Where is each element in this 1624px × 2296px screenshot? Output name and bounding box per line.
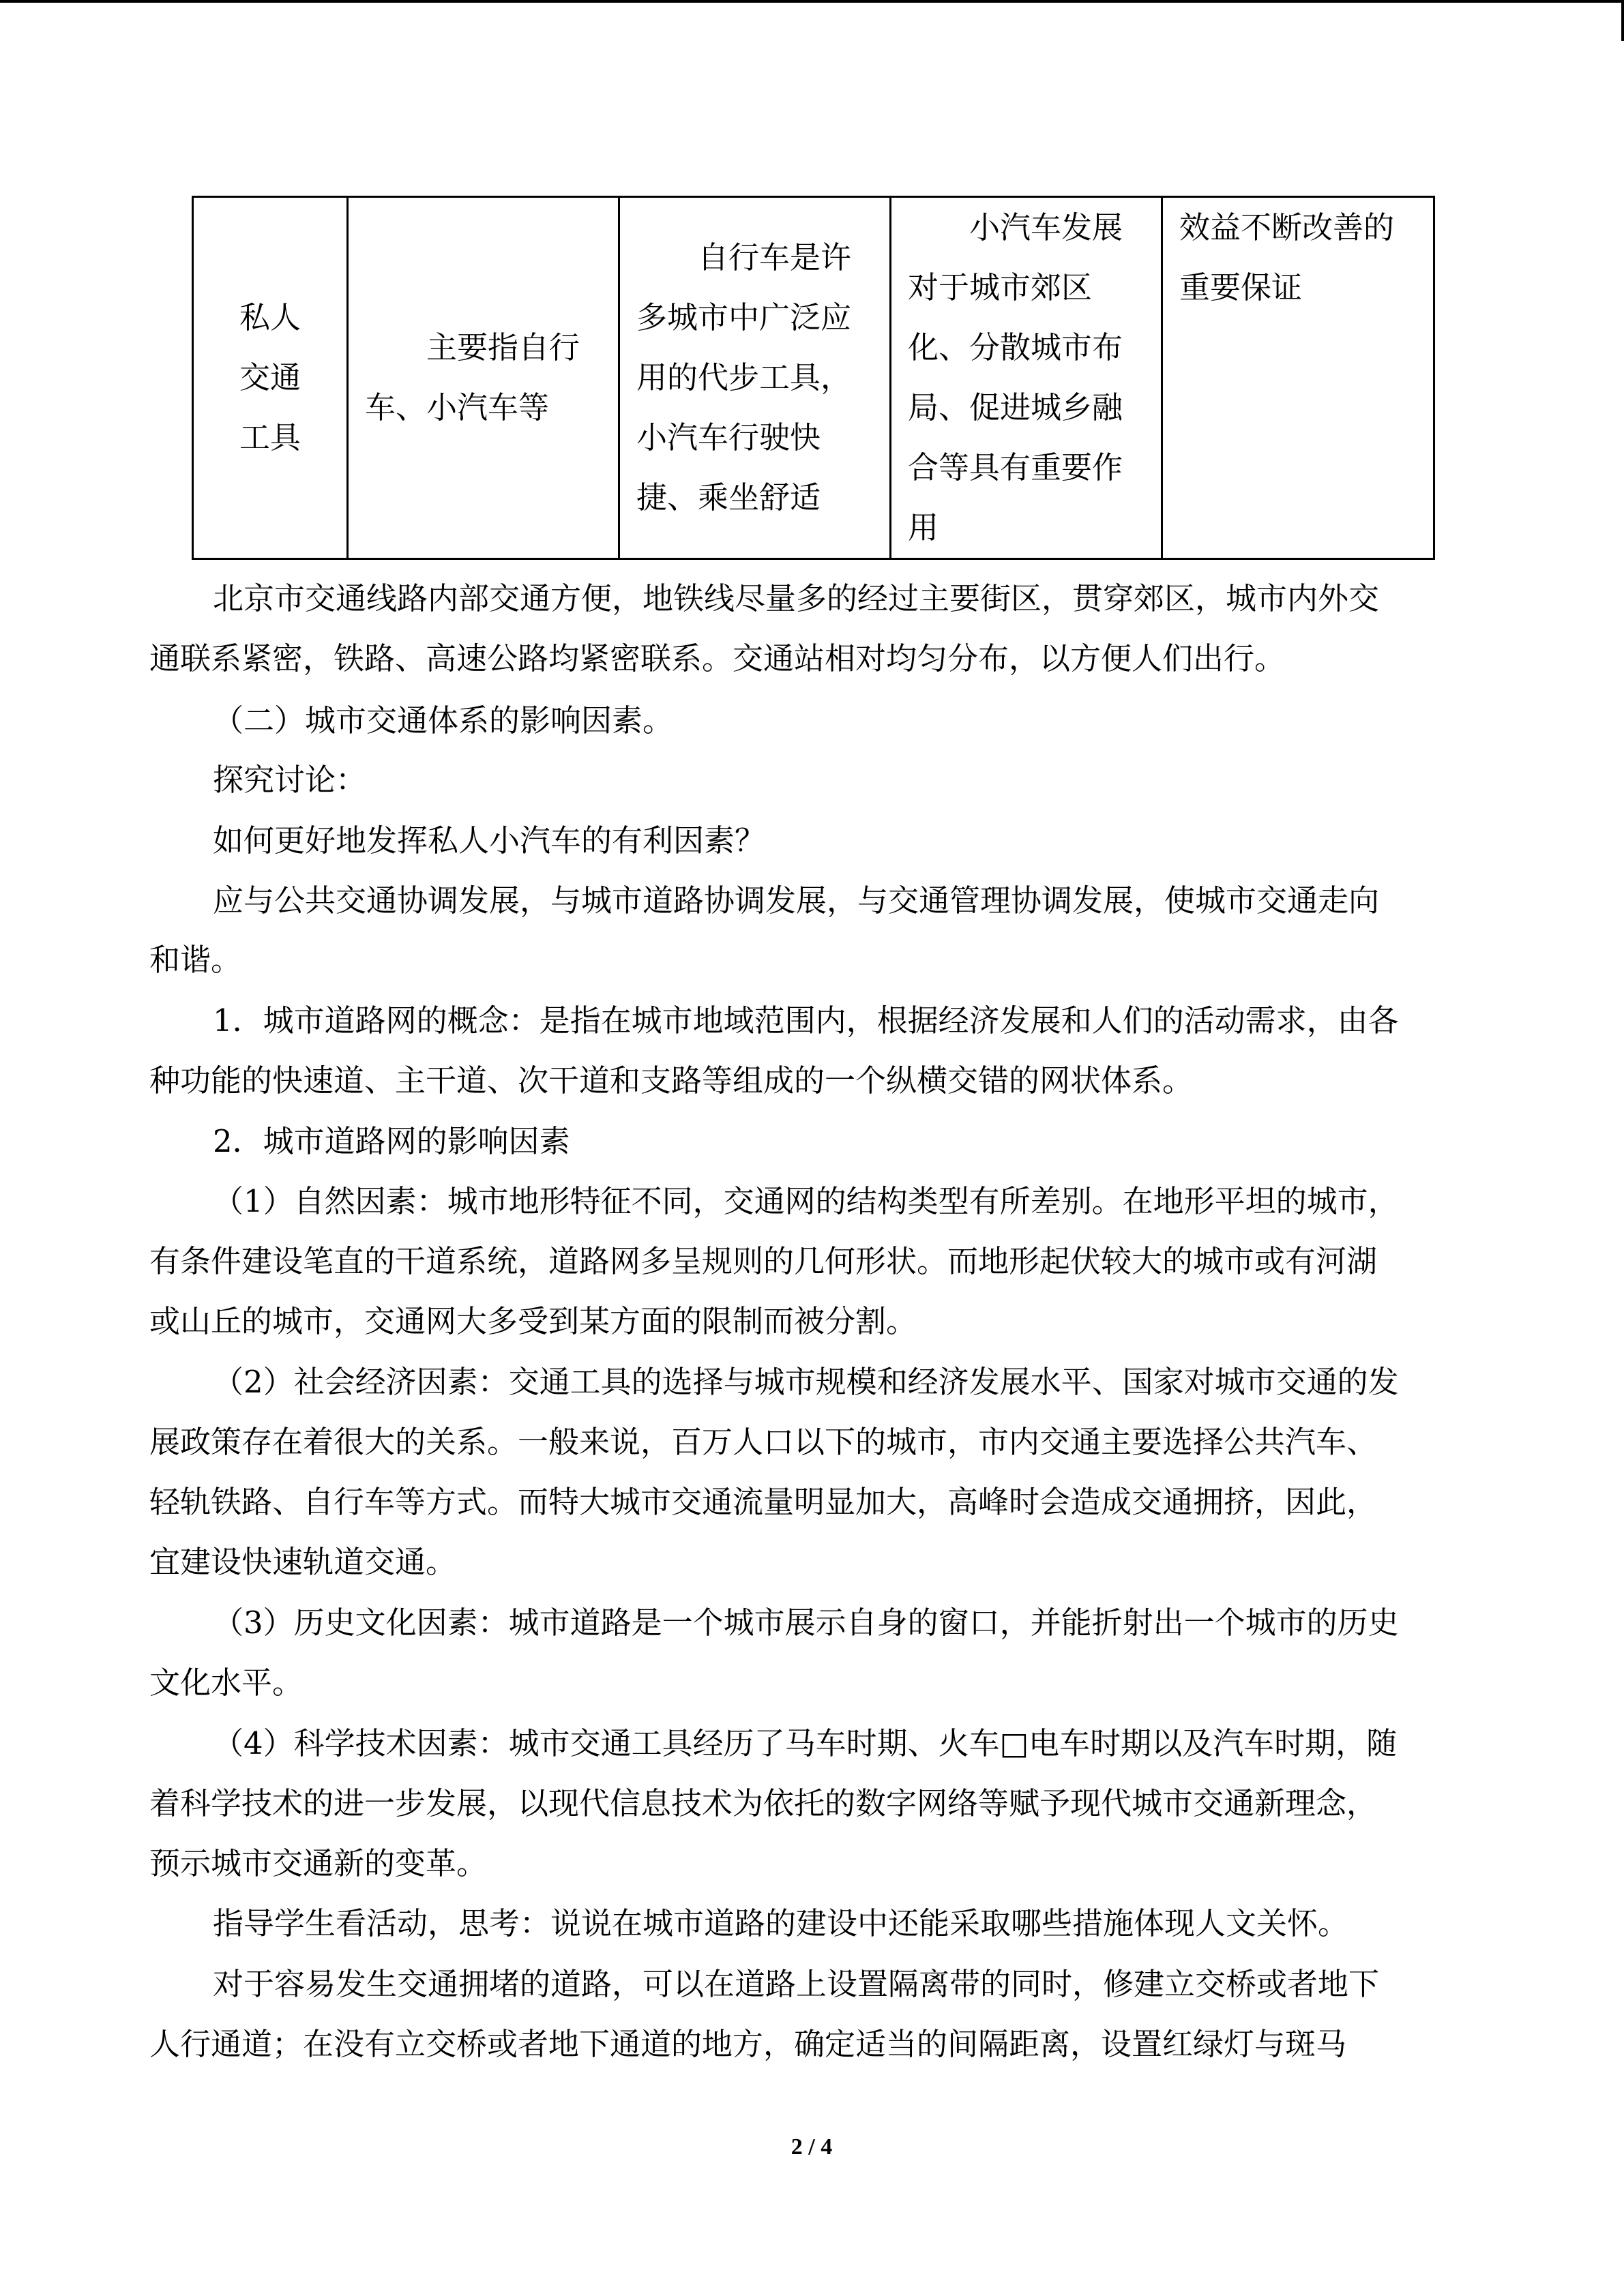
cell-line: 局、促进城乡融 [908,389,1123,426]
paragraph-line: 着科学技术的进一步发展，以现代信息技术为依托的数字网络等赋予现代城市交通新理念， [149,1785,1378,1821]
transport-table [192,196,1435,560]
paragraph-line: 轻轨铁路、自行车等方式。而特大城市交通流量明显加大，高峰时会造成交通拥挤，因此， [149,1484,1378,1520]
paragraph-line: （3）历史文化因素：城市道路是一个城市展示自身的窗口，并能折射出一个城市的历史 [213,1605,1399,1641]
paragraph-line: （2）社会经济因素：交通工具的选择与城市规模和经济发展水平、国家对城市交通的发 [213,1364,1399,1400]
cell-line: 交通 [239,359,301,396]
cell-line: 用 [908,509,939,546]
paragraph-line: （1）自然因素：城市地形特征不同，交通网的结构类型有所差别。在地形平坦的城市， [213,1183,1399,1219]
cell-line: 私人 [239,299,301,336]
cell-line: 化、分散城市布 [908,329,1123,366]
cell-line: 效益不断改善的 [1179,209,1395,245]
cell-category [193,197,348,559]
paragraph-line: 展政策存在着很大的关系。一般来说，百万人口以下的城市，市内交通主要选择公共汽车、 [149,1424,1378,1460]
cell-line: 小汽车行驶快 [636,419,821,456]
paragraph-line: 2．城市道路网的影响因素 [213,1123,570,1159]
paragraph-line: 人行通道；在没有立交桥或者地下通道的地方，确定适当的间隔距离，设置红绿灯与斑马 [149,2026,1347,2062]
paragraph-line: 北京市交通线路内部交通方便，地铁线尽量多的经过主要街区，贯穿郊区，城市内外交 [213,580,1380,616]
paragraph-line: 预示城市交通新的变革。 [149,1845,488,1881]
paragraph-line: 文化水平。 [149,1665,304,1701]
paragraph-line: 宜建设快速轨道交通。 [149,1544,457,1580]
cell-line: 主要指自行 [426,329,580,366]
paragraph-line: 1．城市道路网的概念：是指在城市地域范围内，根据经济发展和人们的活动需求，由各 [213,1002,1399,1039]
paragraph-line: 通联系紧密，铁路、高速公路均紧密联系。交通站相对均匀分布，以方便人们出行。 [149,640,1286,676]
cell-line: 小汽车发展 [969,209,1123,245]
paragraph-line: 和谐。 [149,942,242,978]
paragraph-line: （4）科学技术因素：城市交通工具经历了马车时期、火车□电车时期以及汽车时期，随 [213,1725,1398,1761]
cell-line: 自行车是许 [698,239,852,275]
paragraph-line: 指导学生看活动，思考：说说在城市道路的建设中还能采取哪些措施体现人文关怀。 [213,1905,1349,1941]
paragraph-line: 有条件建设笔直的干道系统，道路网多呈规则的几何形状。而地形起伏较大的城市或有河湖 [149,1243,1378,1279]
paragraph-line: 对于容易发生交通拥堵的道路，可以在道路上设置隔离带的同时，修建立交桥或者地下 [213,1966,1380,2002]
cell-line: 多城市中广泛应 [636,299,852,336]
table-row [193,197,1434,559]
paragraph-line: 如何更好地发挥私人小汽车的有利因素？ [213,822,766,859]
cell-line: 对于城市郊区 [908,269,1093,305]
cell-line: 重要保证 [1179,269,1303,305]
paragraph-line: 探究讨论： [213,762,367,798]
page-border-right [1621,0,1624,41]
cell-line: 用的代步工具， [636,359,852,396]
cell-line: 合等具有重要作 [908,449,1123,486]
cell-line: 捷、乘坐舒适 [636,479,821,516]
cell-line: 车、小汽车等 [365,389,550,426]
paragraph-line: 或山丘的城市，交通网大多受到某方面的限制而被分割。 [149,1303,917,1339]
page-border-top [0,0,1624,3]
cell-continued [1162,197,1434,559]
cell-description [348,197,619,559]
cell-role [891,197,1162,559]
page-number: 2 / 4 [791,2134,833,2160]
section-heading: （二）城市交通体系的影响因素。 [213,702,674,739]
cell-line: 工具 [239,419,301,456]
paragraph-line: 应与公共交通协调发展，与城市道路协调发展，与交通管理协调发展，使城市交通走向 [213,882,1380,919]
paragraph-line: 种功能的快速道、主干道、次干道和支路等组成的一个纵横交错的网状体系。 [149,1062,1194,1099]
cell-features [619,197,891,559]
